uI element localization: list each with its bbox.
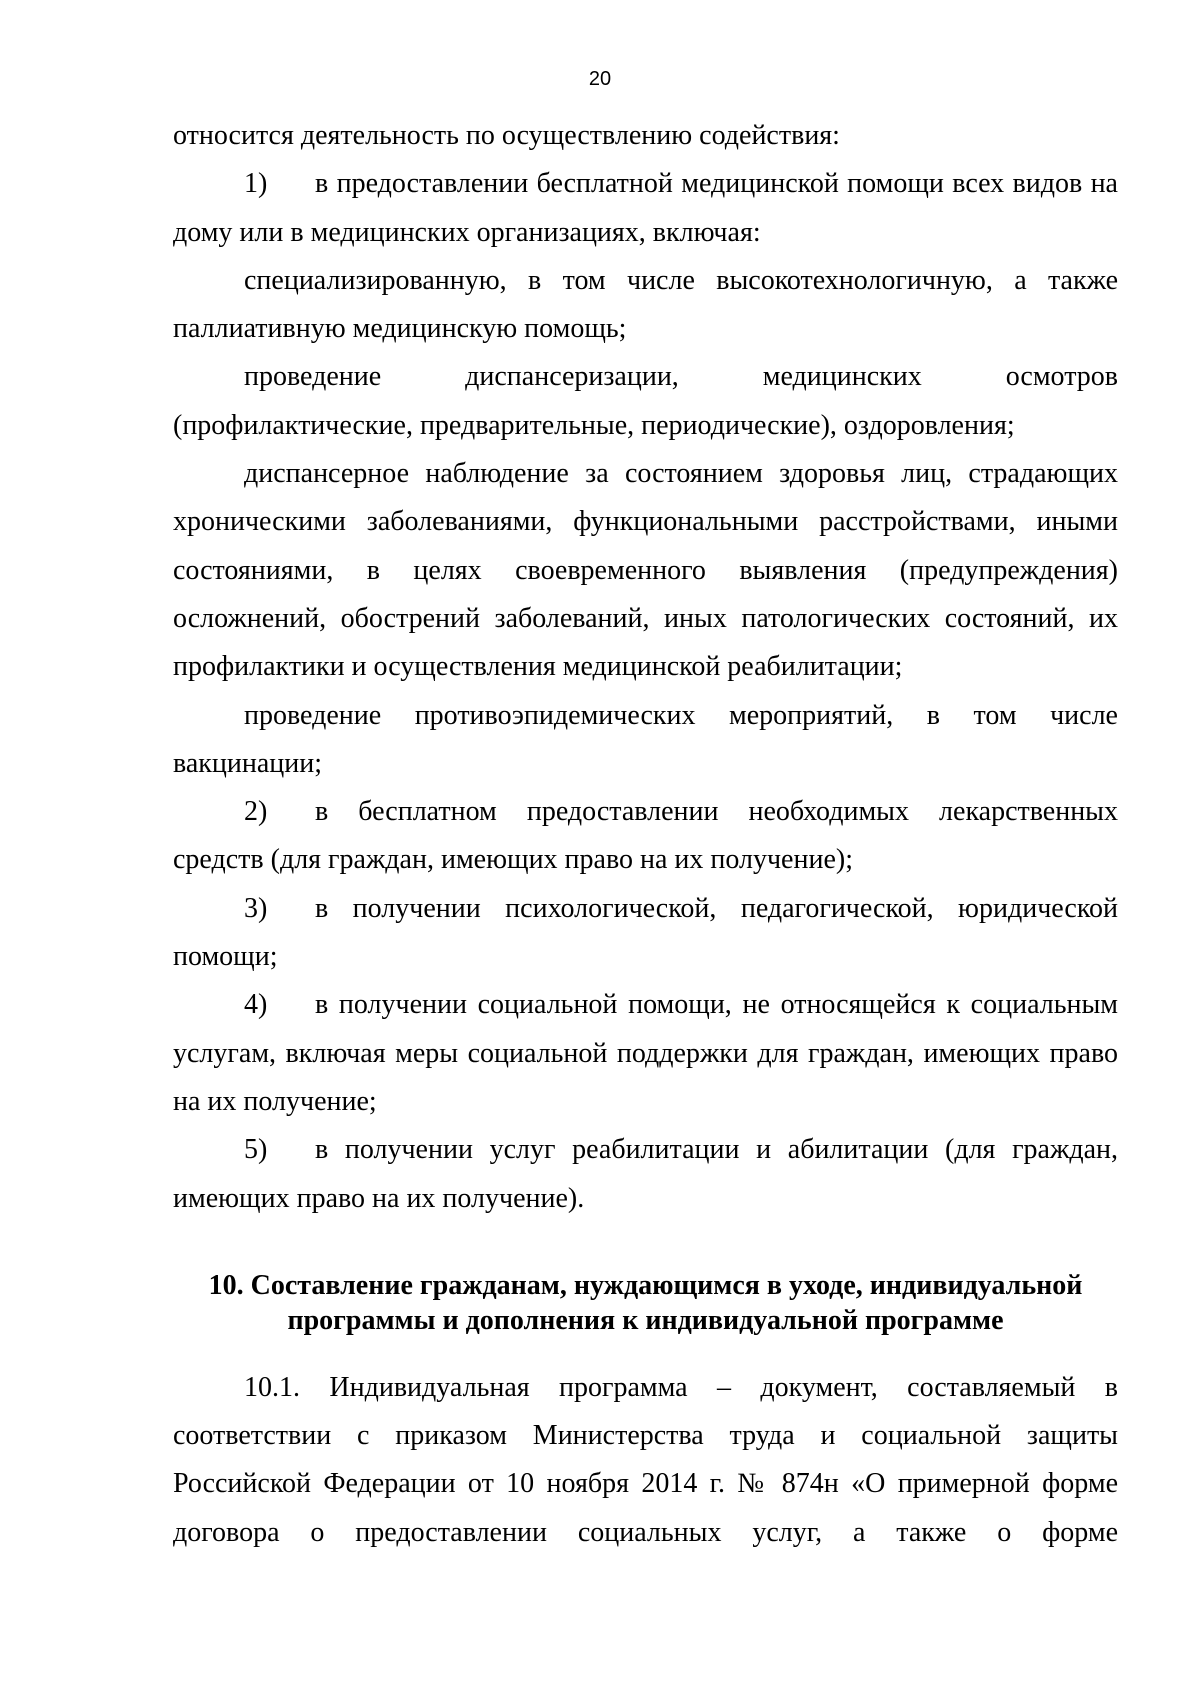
list-item-2	[173, 788, 1118, 885]
list-number: 1)	[244, 168, 268, 200]
paragraph-text: проведение противоэпидемических мероприятий, в том числе вакцинации;	[173, 699, 1118, 779]
list-item-4	[173, 981, 1118, 1126]
list-number: 4)	[244, 989, 268, 1021]
paragraph-text: специализированную, в том числе высокотехнологичную, а также паллиативную медицинскую помощь;	[173, 264, 1118, 345]
paragraph-10-1	[173, 1364, 1118, 1557]
paragraph-text: 10.1. Индивидуальная программа – документ, составляемый в соответствии с приказом Министерства труда и социальной защиты Российской Федерации от 10 ноября 2014 г. № 874н «О примерной форме договора о предоставлении социальных услуг, а также о форме	[173, 1371, 1118, 1548]
list-item-1	[173, 160, 1118, 257]
list-number: 5)	[244, 1134, 268, 1166]
list-number: 2)	[244, 796, 268, 828]
document-body	[173, 112, 1118, 1557]
list-item-5	[173, 1126, 1118, 1223]
list-item-text: в получении психологической, педагогической, юридической помощи;	[173, 892, 1118, 973]
paragraph-text: проведение диспансеризации, медицинских осмотров (профилактические, предварительные, периодические), оздоровления;	[173, 361, 1118, 441]
paragraph-text: относится деятельность по осуществлению содействия:	[173, 120, 840, 151]
section-heading	[173, 1268, 1118, 1338]
paragraph-antiepidemic-measures	[173, 692, 1118, 789]
section-heading-line-2: программы и дополнения к индивидуальной программе	[287, 1304, 1004, 1336]
list-item-text: в получении социальной помощи, не относящейся к социальным услугам, включая меры социальной поддержки для граждан, имеющих право на их получение;	[173, 989, 1118, 1117]
page-number: 20	[588, 68, 612, 90]
paragraph-text: диспансерное наблюдение за состоянием здоровья лиц, страдающих хроническими заболеваниями, функциональными расстройствами, иными состояниями, в целях своевременного выявления (предупреждения) осложнений, обострений заболеваний, иных патологических состояний, их профилактики и осуществления медицинской реабилитации;	[173, 458, 1118, 683]
list-item-text: в получении услуг реабилитации и абилитации (для граждан, имеющих право на их получение).	[173, 1134, 1118, 1214]
list-item-3	[173, 885, 1118, 982]
paragraph-intro	[173, 112, 1118, 160]
paragraph-specialized-care	[173, 257, 1118, 354]
list-number: 3)	[244, 892, 268, 924]
paragraph-dispensary-examinations	[173, 353, 1118, 450]
section-heading-line-1: 10. Составление гражданам, нуждающимся в уходе, индивидуальной	[208, 1269, 1083, 1301]
list-item-text: в бесплатном предоставлении необходимых лекарственных средств (для граждан, имеющих право на их получение);	[173, 796, 1118, 876]
list-item-text: в предоставлении бесплатной медицинской помощи всех видов на дому или в медицинских организациях, включая:	[173, 168, 1118, 248]
paragraph-dispensary-observation	[173, 450, 1118, 691]
